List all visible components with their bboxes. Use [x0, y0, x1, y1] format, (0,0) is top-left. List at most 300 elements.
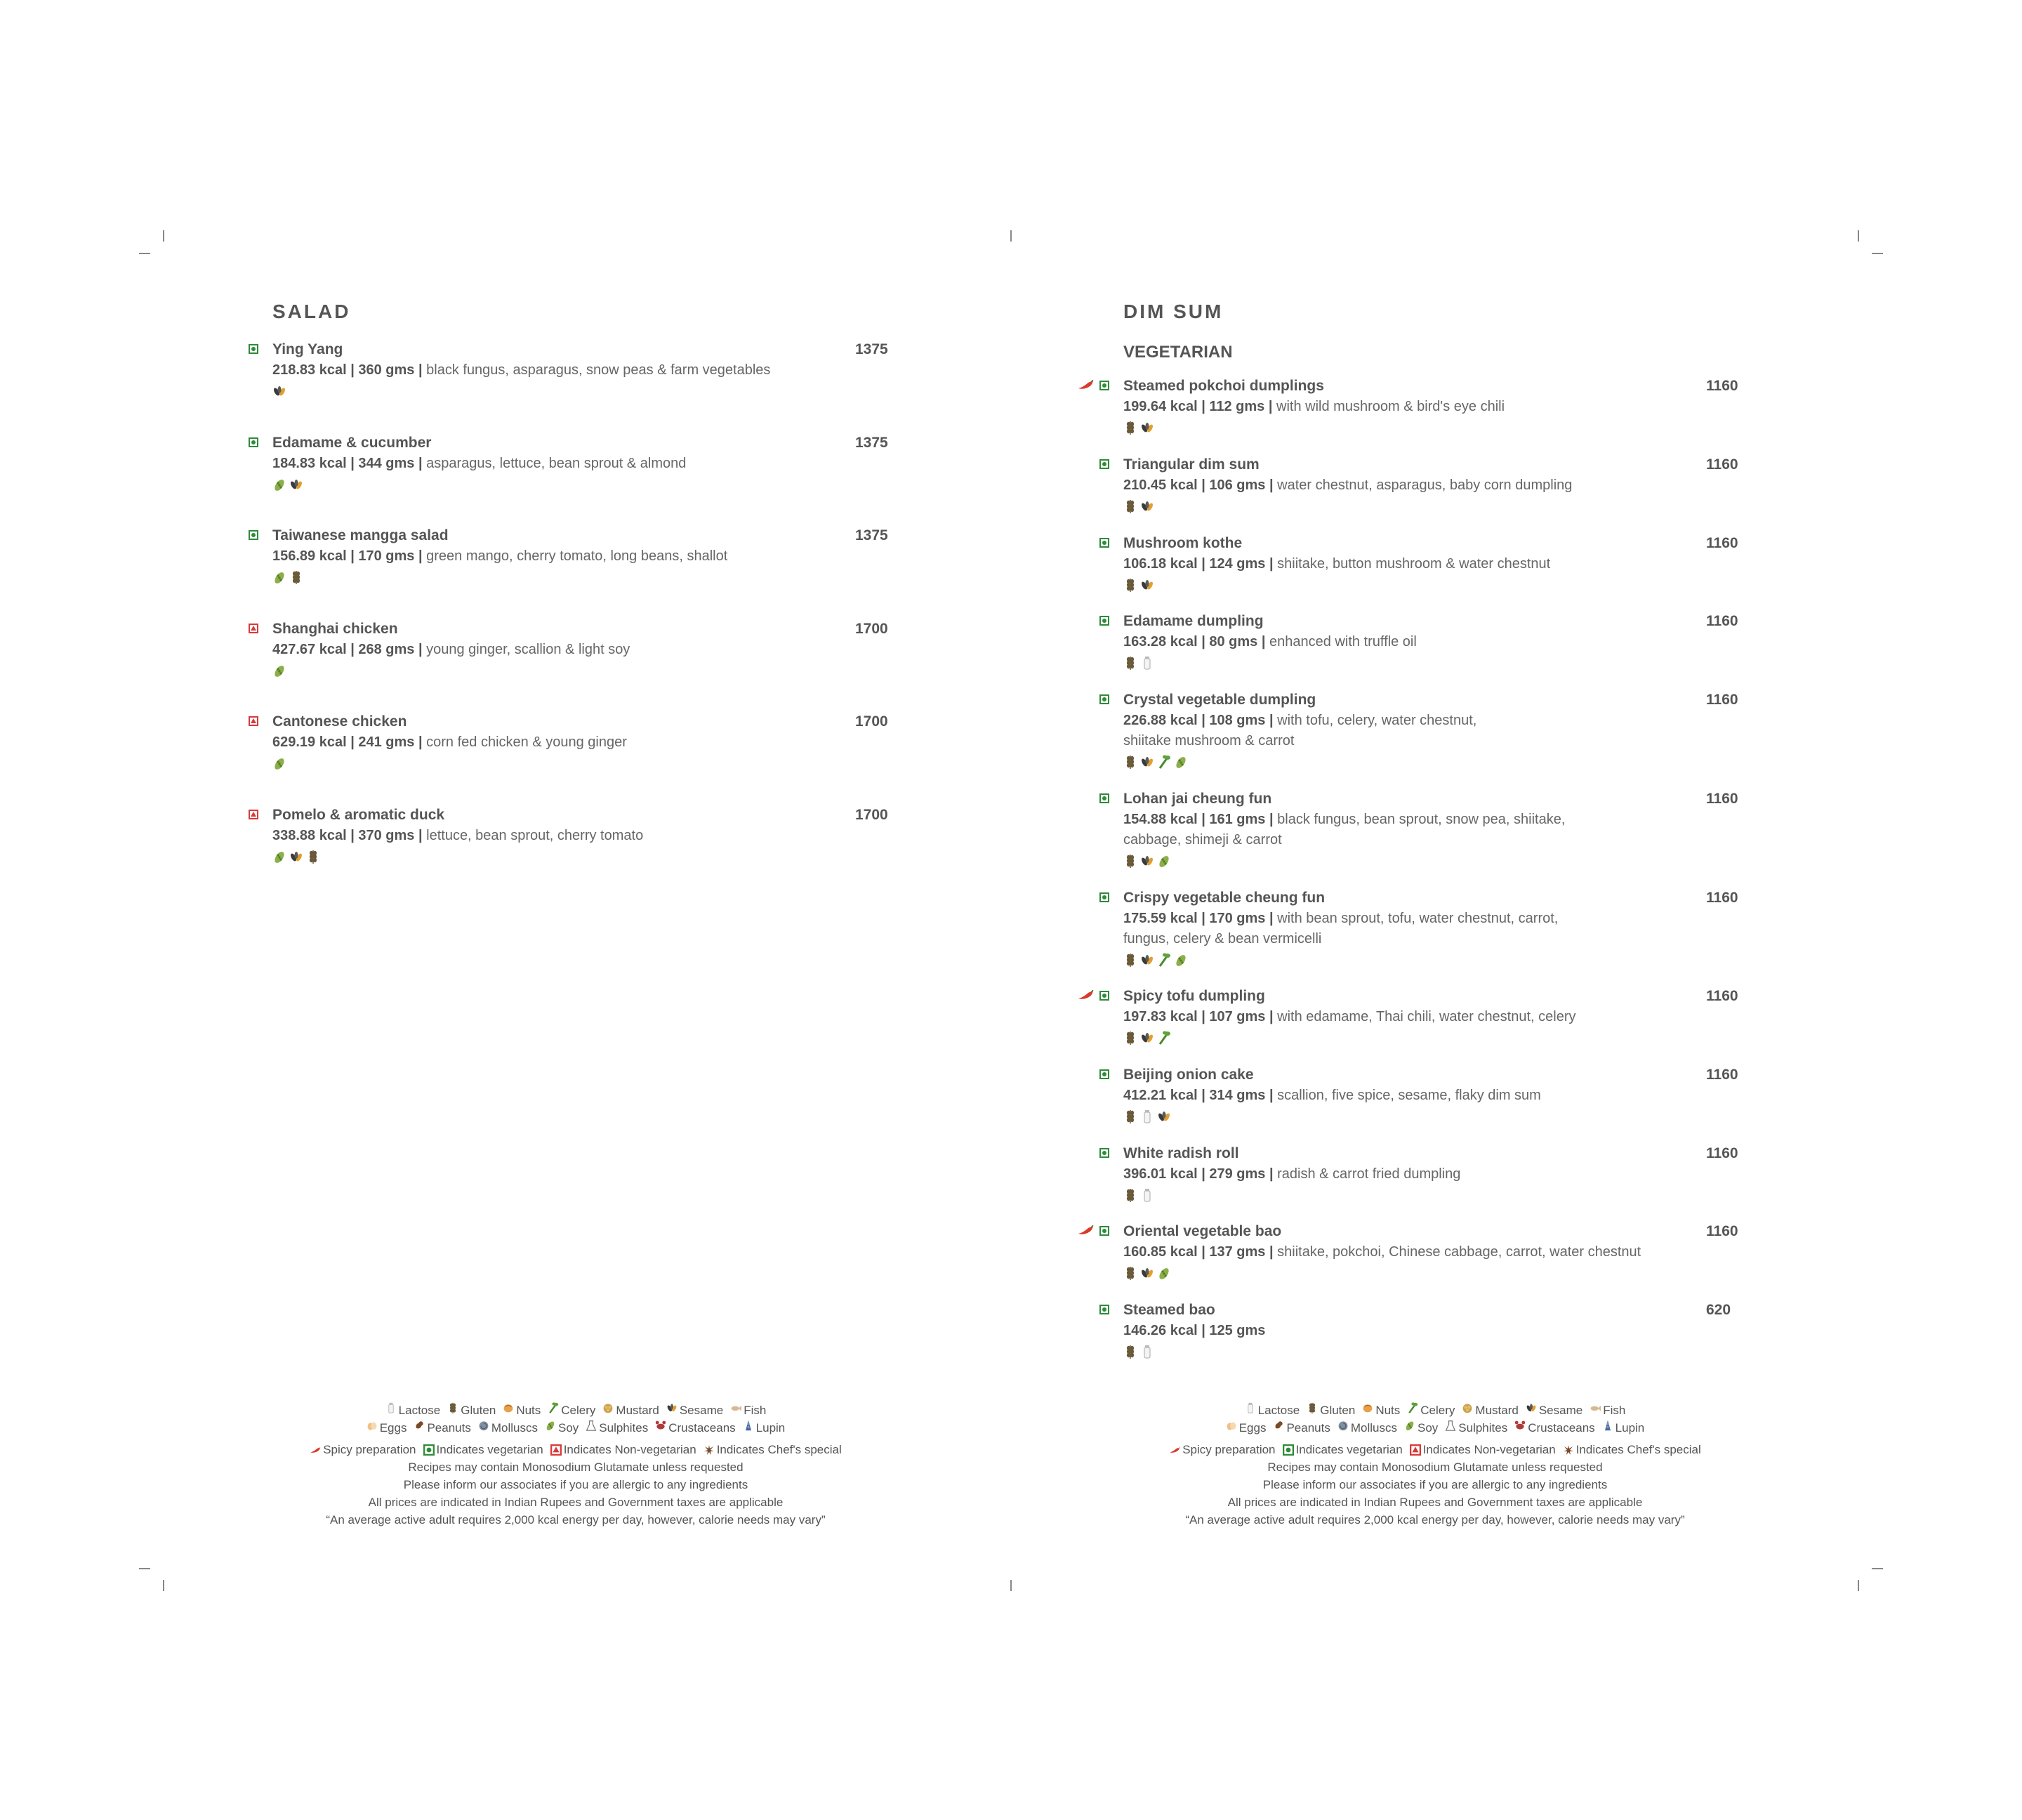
- symbol-legend: [1119, 1441, 1751, 1458]
- legend-lactose: [385, 1402, 441, 1419]
- subsection-title-vegetarian: VEGETARIAN: [1123, 343, 1233, 362]
- item-name: Mushroom kothe: [1123, 535, 1243, 551]
- legend-label: Lupin: [755, 1421, 786, 1435]
- non-vegetarian-icon: [550, 1444, 562, 1456]
- item-ingredients: black fungus, bean sprout, snow pea, shiitake,: [1273, 812, 1566, 827]
- sesame-icon: [1140, 853, 1154, 869]
- legend-gluten: [447, 1402, 496, 1419]
- item-price: 1160: [1706, 791, 1738, 807]
- msg-note: Recipes may contain Monosodium Glutamate unless requested: [1267, 1460, 1603, 1474]
- legend-gluten: [1307, 1402, 1355, 1419]
- item-allergens: [272, 848, 904, 866]
- item-name: Crystal vegetable dumpling: [1123, 692, 1316, 708]
- item-ingredients: shiitake, pokchoi, Chinese cabbage, carrot, water chestnut: [1273, 1244, 1641, 1260]
- legend-soy: [1404, 1419, 1438, 1437]
- item-allergens: [1123, 1107, 1755, 1126]
- legend-fish: [730, 1402, 766, 1419]
- item-nutrition: 154.88 kcal | 161 gms |: [1123, 812, 1274, 827]
- lactose-icon: [1245, 1402, 1256, 1419]
- legend-sulphites: [1445, 1419, 1507, 1437]
- legend-vegetarian: [1283, 1441, 1403, 1458]
- legend-label: Indicates vegetarian: [436, 1443, 543, 1456]
- item-name: Steamed pokchoi dumplings: [1123, 378, 1324, 394]
- item-ingredients: corn fed chicken & young ginger: [422, 734, 627, 750]
- legend-label: Sesame: [679, 1404, 724, 1417]
- vegetarian-icon: [1099, 381, 1109, 390]
- item-name: Triangular dim sum: [1123, 456, 1260, 473]
- mustard-icon: [1462, 1402, 1473, 1419]
- gluten-icon: [1123, 420, 1137, 435]
- item-price: 1160: [1706, 1067, 1738, 1083]
- lactose-icon: [1140, 1109, 1154, 1124]
- nuts-icon: [1362, 1402, 1373, 1419]
- item-price: 1160: [1706, 692, 1738, 708]
- item-allergens: [1123, 852, 1755, 870]
- item-description: [272, 640, 904, 660]
- sesame-icon: [1157, 1109, 1171, 1124]
- menu-item-cantonese-chicken: [272, 711, 904, 772]
- legend-molluscs: [1337, 1419, 1397, 1437]
- allergen-legend-row-1: [260, 1402, 892, 1419]
- sesame-icon: [1140, 577, 1154, 593]
- legend-non-vegetarian: [550, 1441, 696, 1458]
- celery-icon: [548, 1402, 559, 1419]
- spicy-chili-icon: [1169, 1444, 1180, 1456]
- legend-label: Peanuts: [1286, 1421, 1330, 1435]
- item-allergens: [1123, 1029, 1755, 1047]
- soy-icon: [1174, 952, 1188, 968]
- legend-label: Celery: [1420, 1404, 1455, 1417]
- item-price: 1160: [1706, 456, 1738, 473]
- right-footer: [1119, 1402, 1751, 1529]
- legend-mustard: [602, 1402, 659, 1419]
- vegetarian-icon: [1099, 1226, 1109, 1236]
- fish-icon: [1590, 1402, 1601, 1419]
- item-price: 1160: [1706, 613, 1738, 629]
- item-description: [272, 454, 904, 474]
- soy-icon: [1157, 1265, 1171, 1281]
- legend-label: Mustard: [616, 1404, 659, 1417]
- non-vegetarian-icon: [249, 716, 258, 726]
- item-allergens: [272, 661, 904, 680]
- vegetarian-icon: [1099, 793, 1109, 803]
- soy-icon: [272, 756, 286, 771]
- legend-lactose: [1245, 1402, 1300, 1419]
- menu-item-oriental-vegetable-bao: [1123, 1221, 1755, 1282]
- menu-item-spicy-tofu-dumpling: [1123, 986, 1755, 1047]
- prices-note: All prices are indicated in Indian Rupees and Government taxes are applicable: [1227, 1496, 1643, 1509]
- chefs-special-icon: [703, 1444, 715, 1456]
- item-nutrition: 197.83 kcal | 107 gms |: [1123, 1009, 1274, 1024]
- allergen-legend-row-1: [1119, 1402, 1751, 1419]
- soy-icon: [545, 1419, 556, 1437]
- legend-label: Lupin: [1615, 1421, 1645, 1435]
- item-name: Edamame & cucumber: [272, 435, 432, 451]
- crop-mark: [1010, 1580, 1012, 1591]
- soy-icon: [272, 663, 286, 678]
- sesame-icon: [1140, 499, 1154, 514]
- vegetarian-icon: [1099, 1305, 1109, 1314]
- legend-spicy-chili: [1169, 1441, 1275, 1458]
- item-allergens: [1123, 1186, 1755, 1204]
- legend-label: Fish: [744, 1404, 767, 1417]
- item-nutrition: 175.59 kcal | 170 gms |: [1123, 911, 1274, 926]
- item-name: Taiwanese mangga salad: [272, 527, 449, 543]
- item-ingredients-continued: cabbage, shimeji & carrot: [1123, 832, 1282, 848]
- vegetarian-icon: [249, 437, 258, 447]
- legend-label: Gluten: [1320, 1404, 1356, 1417]
- legend-label: Soy: [1417, 1421, 1439, 1435]
- crop-mark: [139, 1568, 150, 1569]
- legend-label: Indicates Non-vegetarian: [563, 1443, 696, 1456]
- sulphites-icon: [1445, 1419, 1456, 1437]
- gluten-icon: [306, 849, 320, 864]
- legend-lupin: [1602, 1419, 1645, 1437]
- crop-mark: [1872, 1568, 1883, 1569]
- vegetarian-icon: [1099, 694, 1109, 704]
- legend-label: Celery: [561, 1404, 596, 1417]
- item-nutrition: 146.26 kcal | 125 gms: [1123, 1323, 1266, 1338]
- item-allergens: [1123, 753, 1755, 771]
- legend-label: Indicates vegetarian: [1295, 1443, 1403, 1456]
- soy-icon: [1174, 754, 1188, 770]
- symbol-legend: [260, 1441, 892, 1458]
- vegetarian-icon: [1099, 616, 1109, 626]
- vegetarian-icon: [249, 344, 258, 354]
- molluscs-icon: [478, 1419, 489, 1437]
- gluten-icon: [1123, 1265, 1137, 1281]
- section-title-dim-sum: DIM SUM: [1123, 301, 1224, 322]
- item-description: [1123, 1086, 1755, 1106]
- sesame-icon: [272, 383, 286, 399]
- gluten-icon: [1123, 853, 1137, 869]
- nuts-icon: [503, 1402, 514, 1419]
- legend-crustaceans: [655, 1419, 735, 1437]
- spicy-chili-icon: [1077, 990, 1094, 1000]
- gluten-icon: [1307, 1402, 1318, 1419]
- left-footer: [260, 1402, 892, 1529]
- legend-label: Gluten: [461, 1404, 496, 1417]
- gluten-icon: [447, 1402, 458, 1419]
- item-nutrition: 210.45 kcal | 106 gms |: [1123, 477, 1274, 493]
- legend-sulphites: [586, 1419, 648, 1437]
- legend-fish: [1590, 1402, 1625, 1419]
- item-allergens: [1123, 654, 1755, 672]
- legend-chefs-special: [703, 1441, 842, 1458]
- menu-item-shanghai-chicken: [272, 619, 904, 680]
- legend-sesame: [1526, 1402, 1582, 1419]
- item-allergens: [272, 568, 904, 586]
- legend-crustaceans: [1514, 1419, 1594, 1437]
- legend-eggs: [1226, 1419, 1267, 1437]
- item-description: [1123, 909, 1755, 929]
- vegetarian-icon: [1099, 892, 1109, 902]
- section-title-salad: SALAD: [272, 301, 351, 322]
- sesame-icon: [1140, 1265, 1154, 1281]
- vegetarian-icon: [1099, 991, 1109, 1001]
- item-price: 1375: [855, 435, 888, 451]
- peanuts-icon: [414, 1419, 425, 1437]
- mustard-icon: [602, 1402, 614, 1419]
- menu-item-beijing-onion-cake: [1123, 1064, 1755, 1126]
- item-description: [272, 546, 904, 567]
- item-ingredients-continued: fungus, celery & bean vermicelli: [1123, 931, 1322, 947]
- menu-item-edamame-dumpling: [1123, 611, 1755, 672]
- peanuts-icon: [1273, 1419, 1284, 1437]
- item-description: [272, 732, 904, 753]
- legend-nuts: [503, 1402, 541, 1419]
- legend-peanuts: [1273, 1419, 1330, 1437]
- legend-molluscs: [478, 1419, 538, 1437]
- gluten-icon: [1123, 577, 1137, 593]
- item-description: [1123, 1007, 1755, 1027]
- allergy-note: Please inform our associates if you are allergic to any ingredients: [1262, 1478, 1608, 1491]
- item-name: Ying Yang: [272, 341, 343, 357]
- item-ingredients: with edamame, Thai chili, water chestnut, celery: [1273, 1009, 1576, 1024]
- sesame-icon: [1526, 1402, 1537, 1419]
- sesame-icon: [1140, 1030, 1154, 1046]
- vegetarian-icon: [1283, 1444, 1294, 1456]
- soy-icon: [1404, 1419, 1415, 1437]
- item-price: 1375: [855, 527, 888, 543]
- allergy-note: Please inform our associates if you are allergic to any ingredients: [403, 1478, 748, 1491]
- item-description: [1123, 711, 1755, 731]
- legend-celery: [1407, 1402, 1455, 1419]
- item-ingredients: with wild mushroom & bird's eye chili: [1272, 399, 1505, 414]
- lactose-icon: [1140, 1187, 1154, 1203]
- menu-item-taiwanese-mangga-salad: [272, 525, 904, 586]
- item-name: Steamed bao: [1123, 1302, 1215, 1318]
- item-nutrition: 427.67 kcal | 268 gms |: [272, 642, 423, 657]
- sesame-icon: [289, 477, 303, 492]
- menu-item-steamed-bao: [1123, 1300, 1755, 1361]
- item-ingredients: green mango, cherry tomato, long beans, shallot: [422, 548, 728, 564]
- item-price: 1160: [1706, 378, 1738, 394]
- item-ingredients: lettuce, bean sprout, cherry tomato: [422, 828, 644, 843]
- item-price: 1700: [855, 713, 888, 730]
- item-name: Lohan jai cheung fun: [1123, 791, 1272, 807]
- legend-label: Eggs: [379, 1421, 407, 1435]
- item-name: Cantonese chicken: [272, 713, 407, 730]
- item-allergens: [1123, 497, 1755, 515]
- legend-label: Lactose: [1257, 1404, 1300, 1417]
- crustaceans-icon: [655, 1419, 666, 1437]
- legend-label: Sesame: [1538, 1404, 1583, 1417]
- menu-item-edamame-cucumber: [272, 433, 904, 494]
- item-name: Crispy vegetable cheung fun: [1123, 890, 1326, 906]
- legend-non-vegetarian: [1410, 1441, 1556, 1458]
- legend-label: Nuts: [1375, 1404, 1401, 1417]
- item-nutrition: 412.21 kcal | 314 gms |: [1123, 1088, 1274, 1103]
- item-price: 1160: [1706, 988, 1738, 1004]
- spicy-chili-icon: [1077, 1225, 1094, 1235]
- vegetarian-icon: [1099, 538, 1109, 548]
- item-name: Oriental vegetable bao: [1123, 1223, 1282, 1239]
- vegetarian-icon: [423, 1444, 435, 1456]
- lupin-icon: [1602, 1419, 1613, 1437]
- item-name: Pomelo & aromatic duck: [272, 807, 445, 823]
- crop-mark: [1858, 1580, 1859, 1591]
- item-allergens: [272, 382, 904, 400]
- item-nutrition: 226.88 kcal | 108 gms |: [1123, 713, 1274, 728]
- legend-label: Crustaceans: [1528, 1421, 1595, 1435]
- legend-eggs: [366, 1419, 407, 1437]
- lactose-icon: [1140, 1344, 1154, 1359]
- legend-label: Sulphites: [599, 1421, 649, 1435]
- item-description: [1123, 475, 1755, 496]
- chefs-special-icon: [1563, 1444, 1574, 1456]
- crop-mark: [139, 253, 150, 254]
- legend-label: Molluscs: [1350, 1421, 1397, 1435]
- crop-mark: [1858, 230, 1859, 242]
- legend-label: Spicy preparation: [323, 1443, 416, 1456]
- celery-icon: [1157, 1030, 1171, 1046]
- soy-icon: [272, 569, 286, 585]
- vegetarian-icon: [1099, 1148, 1109, 1158]
- item-ingredients: black fungus, asparagus, snow peas & farm vegetables: [422, 362, 771, 378]
- lactose-icon: [1140, 655, 1154, 671]
- item-allergens: [272, 754, 904, 772]
- item-price: 1160: [1706, 535, 1738, 551]
- item-nutrition: 338.88 kcal | 370 gms |: [272, 828, 423, 843]
- soy-icon: [272, 477, 286, 492]
- item-description: [1123, 632, 1755, 652]
- item-allergens: [1123, 576, 1755, 594]
- item-name: Edamame dumpling: [1123, 613, 1264, 629]
- item-ingredients: with tofu, celery, water chestnut,: [1273, 713, 1477, 728]
- gluten-icon: [1123, 1109, 1137, 1124]
- item-nutrition: 199.64 kcal | 112 gms |: [1123, 399, 1273, 414]
- kcal-note: “An average active adult requires 2,000 kcal energy per day, however, calorie needs may vary”: [326, 1513, 826, 1526]
- item-ingredients-continued: shiitake mushroom & carrot: [1123, 733, 1295, 749]
- menu-item-crystal-vegetable-dumpling: [1123, 690, 1755, 771]
- eggs-icon: [1226, 1419, 1237, 1437]
- sesame-icon: [1140, 952, 1154, 968]
- legend-label: Soy: [557, 1421, 579, 1435]
- gluten-icon: [1123, 1030, 1137, 1046]
- msg-note: Recipes may contain Monosodium Glutamate unless requested: [408, 1460, 744, 1474]
- gluten-icon: [1123, 754, 1137, 770]
- legend-label: Indicates Non-vegetarian: [1422, 1443, 1556, 1456]
- item-ingredients: with bean sprout, tofu, water chestnut, carrot,: [1273, 911, 1559, 926]
- item-allergens: [1123, 1343, 1755, 1361]
- item-description: [1123, 397, 1755, 417]
- menu-item-lohan-jai-cheung-fun: [1123, 789, 1755, 870]
- non-vegetarian-icon: [1410, 1444, 1421, 1456]
- item-price: 1160: [1706, 1223, 1738, 1239]
- item-price: 1700: [855, 807, 888, 823]
- sulphites-icon: [586, 1419, 597, 1437]
- legend-label: Nuts: [516, 1404, 541, 1417]
- non-vegetarian-icon: [249, 810, 258, 819]
- legend-label: Crustaceans: [668, 1421, 736, 1435]
- item-description: [1123, 810, 1755, 830]
- item-description: [1123, 1321, 1755, 1341]
- item-ingredients: young ginger, scallion & light soy: [422, 642, 630, 657]
- item-ingredients: asparagus, lettuce, bean sprout & almond: [422, 456, 687, 471]
- lupin-icon: [743, 1419, 754, 1437]
- vegetarian-icon: [1099, 459, 1109, 469]
- eggs-icon: [366, 1419, 378, 1437]
- item-name: White radish roll: [1123, 1145, 1239, 1161]
- legend-lupin: [743, 1419, 786, 1437]
- sesame-icon: [666, 1402, 678, 1419]
- crop-mark: [163, 230, 164, 242]
- legend-label: Indicates Chef's special: [716, 1443, 842, 1456]
- legend-sesame: [666, 1402, 723, 1419]
- item-nutrition: 160.85 kcal | 137 gms |: [1123, 1244, 1274, 1260]
- legend-chefs-special: [1563, 1441, 1701, 1458]
- item-description: [1123, 1164, 1755, 1185]
- item-nutrition: 106.18 kcal | 124 gms |: [1123, 556, 1274, 572]
- menu-item-mushroom-kothe: [1123, 533, 1755, 594]
- item-name: Spicy tofu dumpling: [1123, 988, 1265, 1004]
- gluten-icon: [1123, 1344, 1137, 1359]
- legend-mustard: [1462, 1402, 1518, 1419]
- legend-vegetarian: [423, 1441, 543, 1458]
- legend-label: Eggs: [1238, 1421, 1267, 1435]
- item-description: [272, 360, 904, 381]
- soy-icon: [272, 849, 286, 864]
- legend-label: Molluscs: [491, 1421, 538, 1435]
- gluten-icon: [289, 569, 303, 585]
- prices-note: All prices are indicated in Indian Rupees and Government taxes are applicable: [368, 1496, 784, 1509]
- legend-label: Fish: [1603, 1404, 1626, 1417]
- legend-label: Spicy preparation: [1182, 1443, 1276, 1456]
- menu-item-crispy-vegetable-cheung-fun: [1123, 888, 1755, 969]
- menu-item-steamed-pokchoi-dumplings: [1123, 376, 1755, 437]
- item-price: 1160: [1706, 1145, 1738, 1161]
- legend-spicy-chili: [310, 1441, 416, 1458]
- crop-mark: [1010, 230, 1012, 242]
- item-allergens: [1123, 951, 1755, 969]
- legend-nuts: [1362, 1402, 1400, 1419]
- celery-icon: [1157, 754, 1171, 770]
- legend-soy: [545, 1419, 579, 1437]
- kcal-note: “An average active adult requires 2,000 kcal energy per day, however, calorie needs may vary”: [1185, 1513, 1685, 1526]
- sesame-icon: [289, 849, 303, 864]
- item-ingredients: radish & carrot fried dumpling: [1273, 1166, 1461, 1182]
- gluten-icon: [1123, 1187, 1137, 1203]
- lactose-icon: [385, 1402, 397, 1419]
- item-ingredients: scallion, five spice, sesame, flaky dim sum: [1273, 1088, 1541, 1103]
- legend-label: Lactose: [398, 1404, 441, 1417]
- legend-peanuts: [414, 1419, 470, 1437]
- legend-label: Peanuts: [427, 1421, 471, 1435]
- item-ingredients: shiitake, button mushroom & water chestnut: [1273, 556, 1551, 572]
- menu-item-white-radish-roll: [1123, 1143, 1755, 1204]
- vegetarian-icon: [249, 530, 258, 540]
- item-nutrition: 629.19 kcal | 241 gms |: [272, 734, 423, 750]
- item-nutrition: 184.83 kcal | 344 gms |: [272, 456, 423, 471]
- item-ingredients: enhanced with truffle oil: [1265, 634, 1417, 649]
- item-price: 1700: [855, 621, 888, 637]
- non-vegetarian-icon: [249, 624, 258, 633]
- item-nutrition: 163.28 kcal | 80 gms |: [1123, 634, 1266, 649]
- item-name: Beijing onion cake: [1123, 1067, 1254, 1083]
- item-allergens: [1123, 1264, 1755, 1282]
- item-description: [1123, 554, 1755, 574]
- crustaceans-icon: [1514, 1419, 1526, 1437]
- spicy-chili-icon: [1077, 380, 1094, 390]
- sesame-icon: [1140, 420, 1154, 435]
- legend-label: Mustard: [1475, 1404, 1519, 1417]
- gluten-icon: [1123, 655, 1137, 671]
- item-allergens: [272, 475, 904, 494]
- item-nutrition: 396.01 kcal | 279 gms |: [1123, 1166, 1274, 1182]
- gluten-icon: [1123, 952, 1137, 968]
- sesame-icon: [1140, 754, 1154, 770]
